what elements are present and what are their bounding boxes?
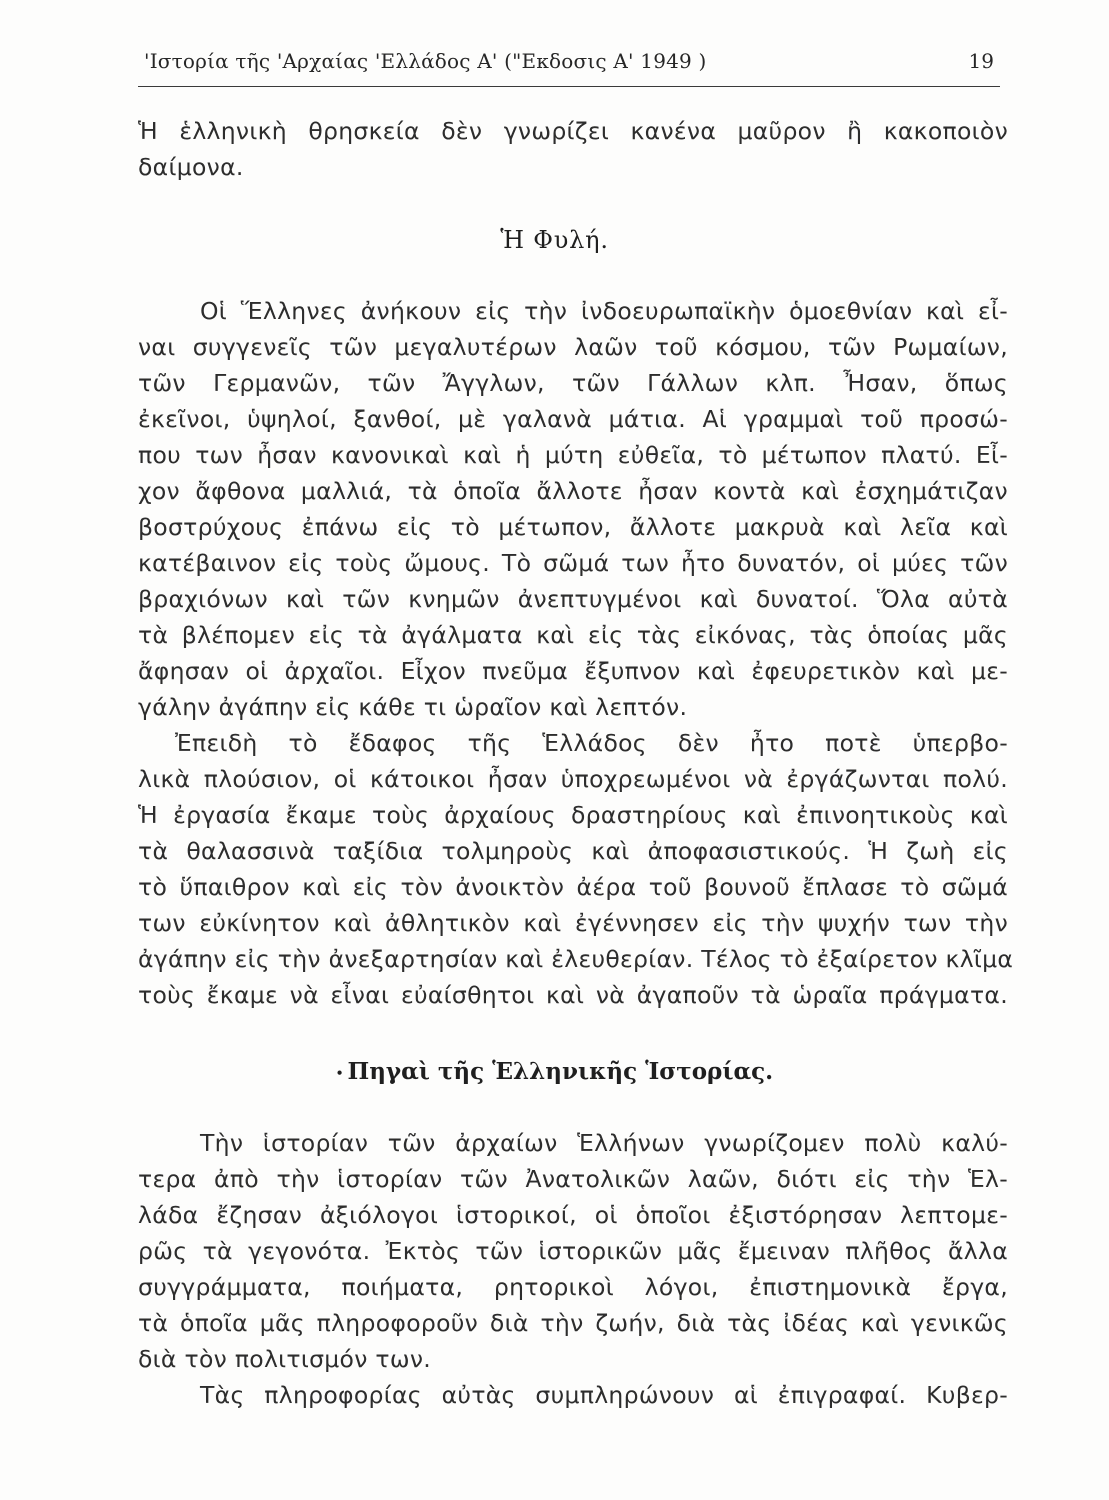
paragraph-line: ἄφησαν οἱ ἀρχαῖοι. Εἶχον πνεῦμα ἔξυπνον καὶ ἐφευρετικὸν καὶ με- bbox=[138, 657, 1008, 685]
paragraph-line: Ἐπειδὴ τὸ ἔδαφος τῆς Ἑλλάδος δὲν ἦτο ποτὲ ὑπερβο- bbox=[175, 729, 1008, 757]
section-heading-sources bbox=[0, 1058, 1109, 1085]
paragraph-line: λικὰ πλούσιον, οἱ κάτοικοι ἦσαν ὑποχρεωμένοι νὰ ἐργάζωνται πολύ. bbox=[138, 765, 1008, 793]
paragraph-line: τὰ ὁποῖα μᾶς πληροφοροῦν διὰ τὴν ζωήν, διὰ τὰς ἰδέας καὶ γενικῶς bbox=[138, 1309, 1008, 1337]
paragraph-line: χον ἄφθονα μαλλιά, τὰ ὁποῖα ἄλλοτε ἦσαν κοντὰ καὶ ἐσχημάτιζαν bbox=[138, 477, 1008, 505]
paragraph-line: που των ἦσαν κανονικαὶ καὶ ἡ μύτη εὐθεῖα, τὸ μέτωπον πλατύ. Εἶ- bbox=[138, 441, 1008, 469]
paragraph-line: ναι συγγενεῖς τῶν μεγαλυτέρων λαῶν τοῦ κόσμου, τῶν Ρωμαίων, bbox=[138, 333, 1008, 361]
paragraph-line: Οἱ Ἕλληνες ἀνήκουν εἰς τὴν ἰνδοευρωπαϊκὴν ὁμοεθνίαν καὶ εἶ- bbox=[200, 297, 1008, 325]
paragraph-line: τὰ βλέπομεν εἰς τὰ ἀγάλματα καὶ εἰς τὰς εἰκόνας, τὰς ὁποίας μᾶς bbox=[138, 621, 1008, 649]
paragraph-line: ἐκεῖνοι, ὑψηλοί, ξανθοί, μὲ γαλανὰ μάτια. Αἱ γραμμαὶ τοῦ προσώ- bbox=[138, 405, 1008, 433]
bullet-icon: • bbox=[335, 1066, 344, 1080]
paragraph-line: των εὐκίνητον καὶ ἀθλητικὸν καὶ ἐγέννησεν εἰς τὴν ψυχήν των τὴν bbox=[138, 909, 1008, 937]
paragraph-line: διὰ τὸν πολιτισμόν των. bbox=[138, 1345, 432, 1373]
page-header bbox=[138, 46, 1000, 87]
paragraph-line: βραχιόνων καὶ τῶν κνημῶν ἀνεπτυγμένοι καὶ δυνατοί. Ὅλα αὐτὰ bbox=[138, 585, 1008, 613]
section-heading-sources-text: Πηγαὶ τῆς Ἑλληνικῆς Ἱστορίας. bbox=[347, 1058, 774, 1085]
paragraph-line: τῶν Γερμανῶν, τῶν Ἄγγλων, τῶν Γάλλων κλπ. Ἦσαν, ὅπως bbox=[138, 369, 1008, 397]
paragraph-line: ἀγάπην εἰς τὴν ἀνεξαρτησίαν καὶ ἐλευθερίαν. Τέλος τὸ ἐξαίρετον κλῖμα bbox=[138, 945, 1014, 973]
paragraph-line: Τὰς πληροφορίας αὐτὰς συμπληρώνουν αἱ ἐπιγραφαί. Κυβερ- bbox=[200, 1381, 1008, 1409]
paragraph-line: ρῶς τὰ γεγονότα. Ἐκτὸς τῶν ἱστορικῶν μᾶς ἔμειναν πλῆθος ἄλλα bbox=[138, 1237, 1008, 1265]
paragraph-line: τὸ ὕπαιθρον καὶ εἰς τὸν ἀνοικτὸν ἀέρα τοῦ βουνοῦ ἔπλασε τὸ σῶμά bbox=[138, 873, 1008, 901]
page-number: 19 bbox=[968, 49, 994, 73]
paragraph-line: Ἡ ἐργασία ἔκαμε τοὺς ἀρχαίους δραστηρίους καὶ ἐπινοητικοὺς καὶ bbox=[138, 801, 1008, 829]
paragraph-line: βοστρύχους ἐπάνω εἰς τὸ μέτωπον, ἄλλοτε μακρυὰ καὶ λεῖα καὶ bbox=[138, 513, 1008, 541]
paragraph-line: τερα ἀπὸ τὴν ἱστορίαν τῶν Ἀνατολικῶν λαῶν, διότι εἰς τὴν Ἑλ- bbox=[138, 1165, 1008, 1193]
intro-line: Ἡ ἑλληνικὴ θρησκεία δὲν γνωρίζει κανένα μαῦρον ἢ κακοποιὸν bbox=[138, 117, 1008, 145]
paragraph-line: τὰ θαλασσινὰ ταξίδια τολμηροὺς καὶ ἀποφασιστικούς. Ἡ ζωὴ εἰς bbox=[138, 837, 1008, 865]
paragraph-line: συγγράμματα, ποιήματα, ρητορικοὶ λόγοι, ἐπιστημονικὰ ἔργα, bbox=[138, 1273, 1008, 1301]
intro-line: δαίμονα. bbox=[138, 153, 244, 181]
paragraph-line: λάδα ἔζησαν ἀξιόλογοι ἱστορικοί, οἱ ὁποῖοι ἐξιστόρησαν λεπτομε- bbox=[138, 1201, 1008, 1229]
running-head: 'Ιστορία τῆς 'Αρχαίας 'Ελλάδος Α' ("Εκδοσις Α' 1949 ) bbox=[144, 49, 707, 73]
paragraph-line: τοὺς ἔκαμε νὰ εἶναι εὐαίσθητοι καὶ νὰ ἀγαποῦν τὰ ὡραῖα πράγματα. bbox=[138, 981, 1008, 1009]
paragraph-line: Τὴν ἱστορίαν τῶν ἀρχαίων Ἑλλήνων γνωρίζομεν πολὺ καλύ- bbox=[200, 1129, 1008, 1157]
section-heading-race: Ἡ Φυλή. bbox=[500, 226, 609, 254]
paragraph-line: γάλην ἀγάπην εἰς κάθε τι ὡραῖον καὶ λεπτόν. bbox=[138, 693, 688, 721]
paragraph-line: κατέβαινον εἰς τοὺς ὤμους. Τὸ σῶμά των ἦτο δυνατόν, οἱ μύες τῶν bbox=[138, 549, 1008, 577]
